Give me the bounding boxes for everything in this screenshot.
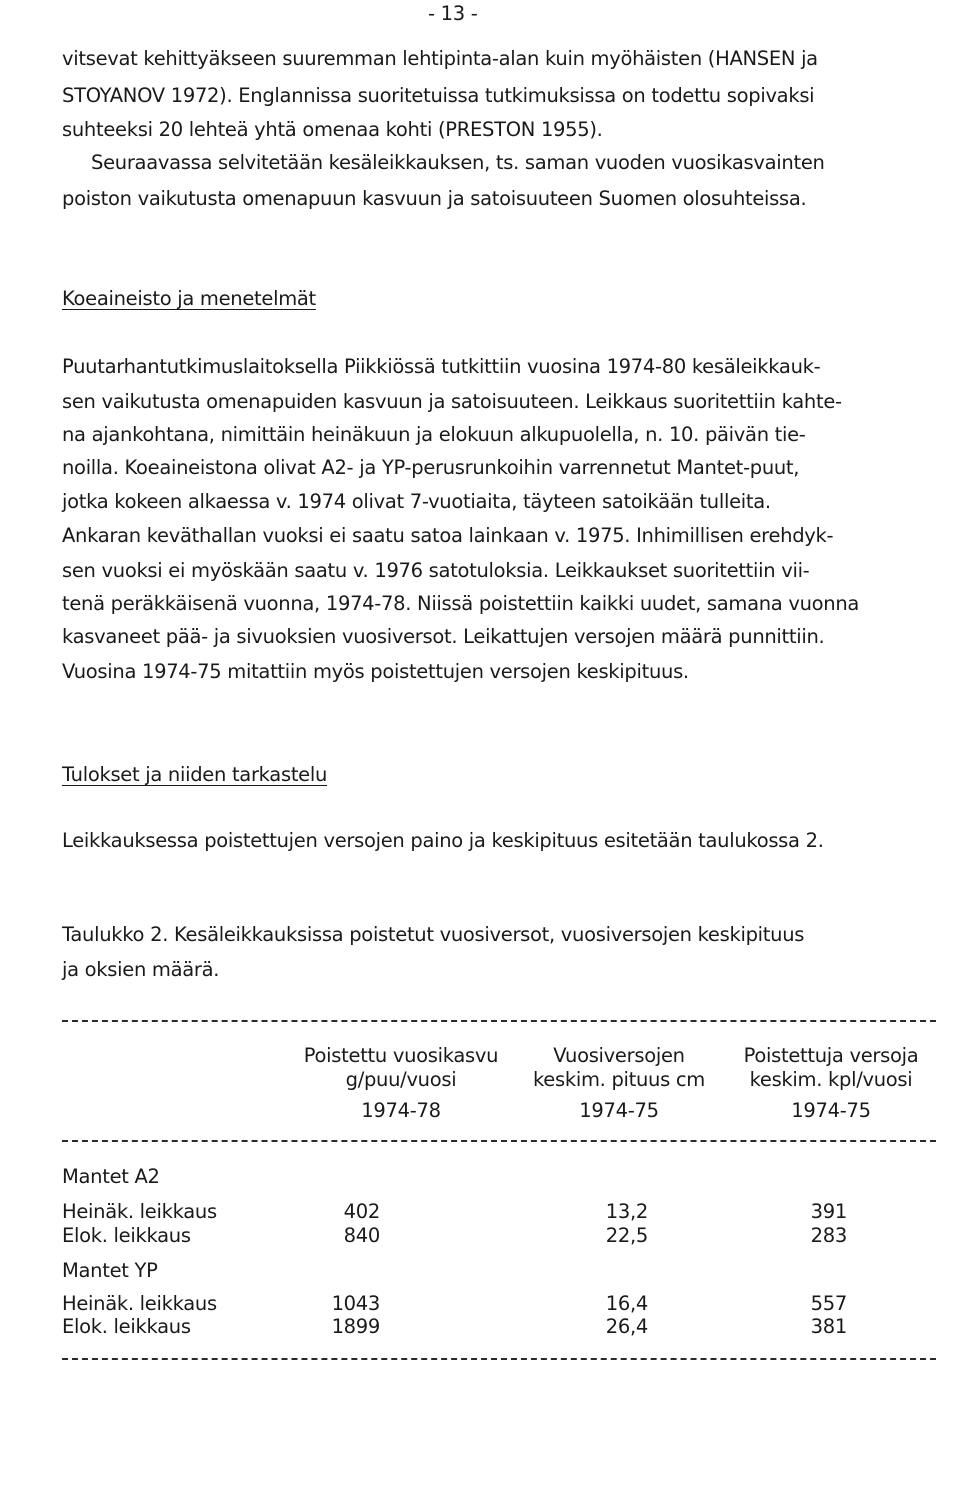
value-shoot-count: 283 xyxy=(810,1224,847,1247)
value-shoot-count: 381 xyxy=(810,1315,847,1338)
value-removed-growth: 840 xyxy=(343,1224,380,1247)
row-label: Elok. leikkaus xyxy=(62,1315,191,1338)
text-line: ja oksien määrä. xyxy=(62,958,220,981)
column-header-line2: keskim. kpl/vuosi xyxy=(749,1068,913,1091)
text-line: kasvaneet pää- ja sivuoksien vuosiversot. Leikattujen versojen määrä punnittiin. xyxy=(62,625,825,648)
column-header-line1: Vuosiversojen xyxy=(553,1044,685,1067)
row-label: Elok. leikkaus xyxy=(62,1224,191,1247)
value-removed-growth: 402 xyxy=(343,1200,380,1223)
column-header-line1: Poistettu vuosikasvu xyxy=(303,1044,499,1067)
value-mean-length: 13,2 xyxy=(605,1200,648,1223)
column-header-years: 1974-75 xyxy=(579,1099,659,1122)
text-line: STOYANOV 1972). Englannissa suoritetuissa tutkimuksissa on todettu sopivaksi xyxy=(62,84,815,107)
text-line: Seuraavassa selvitetään kesäleikkauksen, ts. saman vuoden vuosikasvainten xyxy=(91,151,825,174)
section-heading-results: Tulokset ja niiden tarkastelu xyxy=(62,763,328,786)
text-line: na ajankohtana, nimittäin heinäkuun ja elokuun alkupuolella, n. 10. päivän tie- xyxy=(62,423,806,446)
text-line: sen vaikutusta omenapuiden kasvuun ja satoisuuteen. Leikkaus suoritettiin kahte- xyxy=(62,390,842,413)
column-header-line2: g/puu/vuosi xyxy=(345,1068,457,1091)
text-line: tenä peräkkäisenä vuonna, 1974-78. Niissä poistettiin kaikki uudet, samana vuonna xyxy=(62,592,860,615)
row-label: Heinäk. leikkaus xyxy=(62,1200,217,1223)
section-heading-materials: Koeaineisto ja menetelmät xyxy=(62,287,316,310)
text-line: jotka kokeen alkaessa v. 1974 olivat 7-vuotiaita, täyteen satoikään tulleita. xyxy=(62,490,771,513)
column-header-line2: keskim. pituus cm xyxy=(533,1068,705,1091)
page-number: - 13 - xyxy=(428,2,478,25)
text-line: poiston vaikutusta omenapuun kasvuun ja satoisuuteen Suomen olosuhteissa. xyxy=(62,187,807,210)
row-label: Heinäk. leikkaus xyxy=(62,1292,217,1315)
value-removed-growth: 1899 xyxy=(331,1315,380,1338)
text-line: Taulukko 2. Kesäleikkauksissa poistetut vuosiversot, vuosiversojen keskipituus xyxy=(62,923,805,946)
column-header-years: 1974-78 xyxy=(361,1099,441,1122)
table-rule-top xyxy=(62,1020,936,1022)
text-line: Ankaran keväthallan vuoksi ei saatu satoa lainkaan v. 1975. Inhimillisen erehdyk- xyxy=(62,524,834,547)
text-line: suhteeksi 20 lehteä yhtä omenaa kohti (PRESTON 1955). xyxy=(62,118,603,141)
table-rule-middle xyxy=(62,1140,936,1142)
value-removed-growth: 1043 xyxy=(331,1292,380,1315)
value-shoot-count: 391 xyxy=(810,1200,847,1223)
text-line: sen vuoksi ei myöskään saatu v. 1976 satotuloksia. Leikkaukset suoritettiin vii- xyxy=(62,559,810,582)
text-line: Vuosina 1974-75 mitattiin myös poistettujen versojen keskipituus. xyxy=(62,660,689,683)
group-label: Mantet A2 xyxy=(62,1165,160,1188)
value-mean-length: 16,4 xyxy=(605,1292,648,1315)
text-line: Puutarhantutkimuslaitoksella Piikkiössä tutkittiin vuosina 1974-80 kesäleikkauk- xyxy=(62,355,821,378)
text-line: noilla. Koeaineistona olivat A2- ja YP-perusrunkoihin varrennetut Mantet-puut, xyxy=(62,456,800,479)
value-mean-length: 26,4 xyxy=(605,1315,648,1338)
results-text: Leikkauksessa poistettujen versojen paino ja keskipituus esitetään taulukossa 2. xyxy=(62,829,824,852)
value-mean-length: 22,5 xyxy=(605,1224,648,1247)
column-header-line1: Poistettuja versoja xyxy=(743,1044,919,1067)
table-rule-bottom xyxy=(62,1358,936,1360)
value-shoot-count: 557 xyxy=(810,1292,847,1315)
group-label: Mantet YP xyxy=(62,1259,158,1282)
column-header-years: 1974-75 xyxy=(791,1099,871,1122)
text-line: vitsevat kehittyäkseen suuremman lehtipinta-alan kuin myöhäisten (HANSEN ja xyxy=(62,47,818,70)
